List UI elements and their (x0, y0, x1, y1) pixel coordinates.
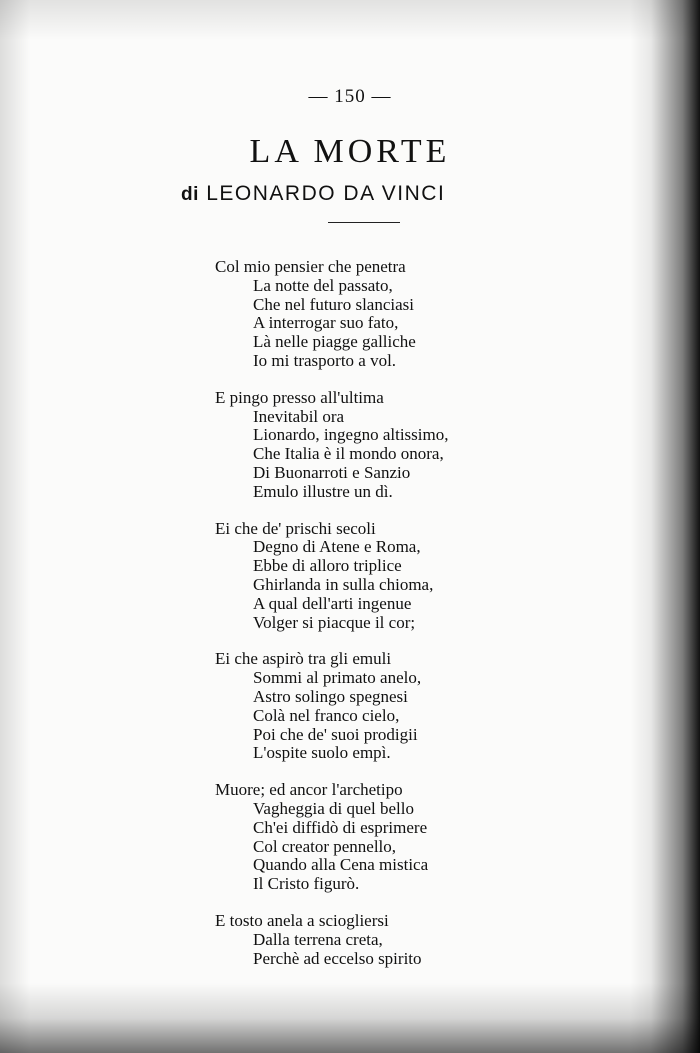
poem-line: Che Italia è il mondo onora, (253, 444, 444, 464)
poem-line: Perchè ad eccelso spirito (253, 948, 422, 968)
poem-line: Il Cristo figurò. (253, 874, 360, 894)
poem-line: Ei che aspirò tra gli emuli (215, 649, 392, 669)
poem-line: Quando alla Cena mistica (253, 855, 429, 875)
page-shadow-bottom (0, 983, 700, 1053)
stanza (215, 781, 535, 894)
poem-line: Poi che de' suoi prodigii (253, 724, 418, 744)
poem-line: Astro solingo spegnesi (253, 686, 408, 706)
poem-line: Sommi al primato anelo, (253, 668, 422, 688)
poem-line: Ch'ei diffidò di esprimere (253, 817, 428, 837)
stanza (215, 520, 535, 633)
poem-line: Ebbe di alloro triplice (253, 556, 402, 576)
title-divider (328, 222, 400, 223)
poem-line: A qual dell'arti ingenue (253, 593, 412, 613)
poem-line: Degno di Atene e Roma, (253, 537, 421, 557)
poem-line: E pingo presso all'ultima (215, 387, 384, 407)
poem-line: Inevitabil ora (253, 406, 345, 426)
poem-line: Colà nel franco cielo, (253, 705, 400, 725)
poem-line: E tosto anela a sciogliersi (215, 910, 389, 930)
poem-title: LA MORTE (249, 133, 451, 170)
poem-line: Ghirlanda in sulla chioma, (253, 574, 434, 594)
poem-line: Muore; ed ancor l'archetipo (215, 780, 403, 800)
poem-subtitle (181, 182, 541, 206)
poem-line: La notte del passato, (253, 275, 393, 295)
poem-line: L'ospite suolo empì. (253, 743, 391, 763)
subtitle-prefix: di (181, 184, 199, 205)
poem-line: Là nelle piagge galliche (253, 332, 416, 352)
subtitle-name: LEONARDO DA VINCI (206, 182, 446, 205)
poem-line: Volger si piacque il cor; (253, 612, 416, 632)
stanza (215, 389, 535, 502)
stanza (215, 912, 535, 968)
poem-line: Di Buonarroti e Sanzio (253, 462, 411, 482)
stanza (215, 258, 535, 371)
poem-line: Emulo illustre un dì. (253, 481, 393, 501)
poem-line: Che nel futuro slanciasi (253, 294, 414, 314)
poem-line: Col creator pennello, (253, 836, 397, 856)
poem-line: A interrogar suo fato, (253, 313, 399, 333)
poem-line: Ei che de' prischi secoli (215, 518, 376, 538)
poem-body (215, 258, 535, 986)
page-shadow-top (0, 0, 700, 40)
poem-line: Col mio pensier che penetra (215, 257, 406, 276)
poem-line: Io mi trasporto a vol. (253, 350, 397, 370)
stanza (215, 650, 535, 763)
poem-line: Dalla terrena creta, (253, 929, 383, 949)
poem-line: Lionardo, ingegno altissimo, (253, 425, 449, 445)
page-number: — 150 — (308, 86, 392, 107)
poem-line: Vagheggia di quel bello (253, 798, 414, 818)
